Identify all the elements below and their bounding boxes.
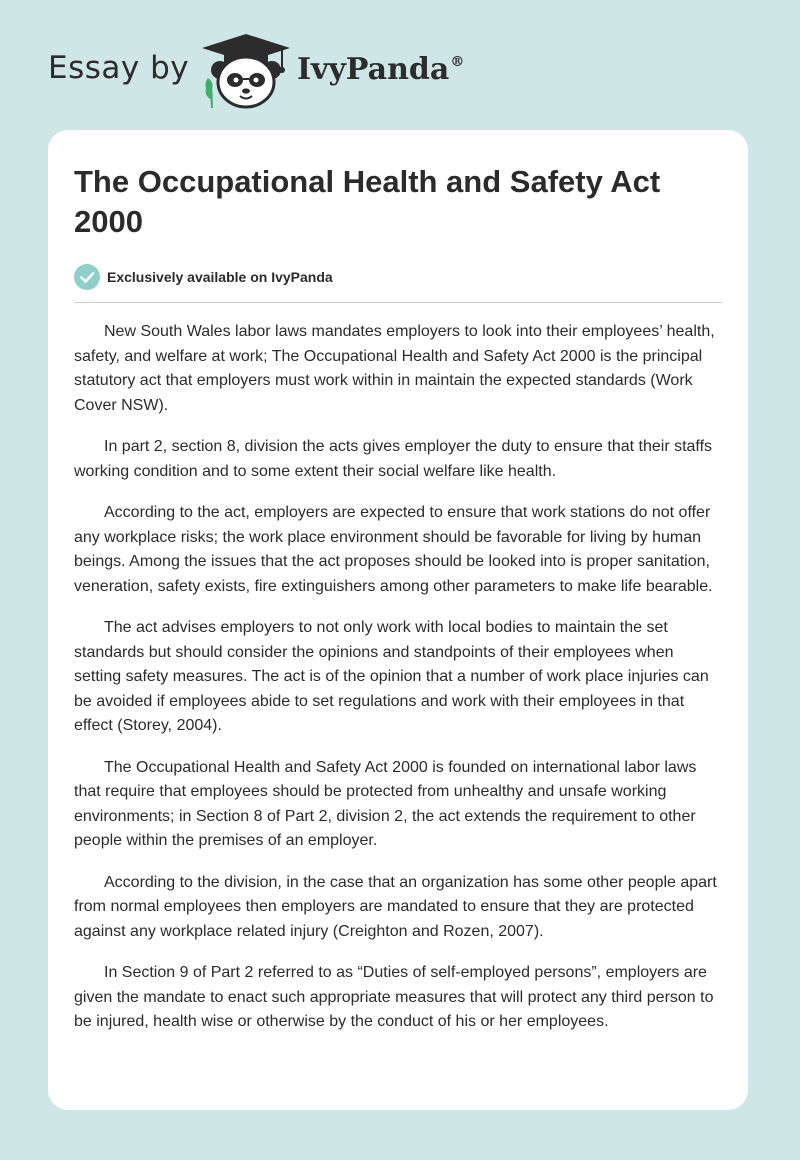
exclusive-badge [74, 264, 333, 290]
essay-paragraph: In Section 9 of Part 2 referred to as “Duties of self-employed persons”, employers are given the mandate to enact such appropriate measures that will protect any third person to be injured, health wise or otherwise by the conduct of his or her employees. [74, 964, 714, 1030]
essay-paragraph: According to the act, employers are expected to ensure that work stations do not offer any workplace risks; the work place environment should be favorable for living by human beings. Among the issues that the act proposes should be looked into is proper sanitation, veneration, safety exists, fire extinguishers among other parameters to make life bearable. [74, 504, 713, 595]
essay-paragraph: The Occupational Health and Safety Act 2000 is founded on international labor laws that require that employees should be protected from unhealthy and unsafe working environments; in Section 8 of Part 2, division 2, the act extends the requirement to other people within the premises of an employer. [74, 758, 697, 849]
essay-paragraph: According to the division, in the case that an organization has some other people apart from normal employees then employers are mandated to ensure that they are protected against any workplace related injury (Creighton and Rozen, 2007). [74, 873, 717, 940]
essay-paragraph: New South Wales labor laws mandates employers to look into their employees’ health, safety, and welfare at work; The Occupational Health and Safety Act 2000 is the principal statutory act that employers must work within in maintain the expected standards (Work Cover NSW). [74, 323, 715, 414]
essay-title: The Occupational Health and Safety Act 2000 [74, 164, 661, 239]
essay-paragraph: In part 2, section 8, division the acts gives employer the duty to ensure that their staffs working condition and to some extent their social welfare like health. [74, 438, 713, 480]
registered-mark: ® [450, 54, 465, 70]
essay-body [74, 320, 724, 1052]
brand-name-text: IvyPanda [297, 52, 450, 87]
essay-paragraph: The act advises employers to not only work with local bodies to maintain the set standards but should consider the opinions and standpoints of their employees when setting safety measures. The act is of the opinion that a number of work place injuries can be avoided if employees abide to set regulations and work with their employees in that effect (Storey, 2004). [74, 619, 709, 734]
brand-name [297, 52, 464, 87]
exclusive-badge-text: Exclusively available on IvyPanda [107, 269, 333, 285]
site-header [0, 0, 800, 130]
check-circle-icon [74, 264, 100, 290]
essay-by-label: Essay by [48, 50, 190, 86]
panda-graduate-icon [198, 30, 294, 112]
title-divider [74, 302, 722, 303]
essay-card [48, 130, 748, 1110]
